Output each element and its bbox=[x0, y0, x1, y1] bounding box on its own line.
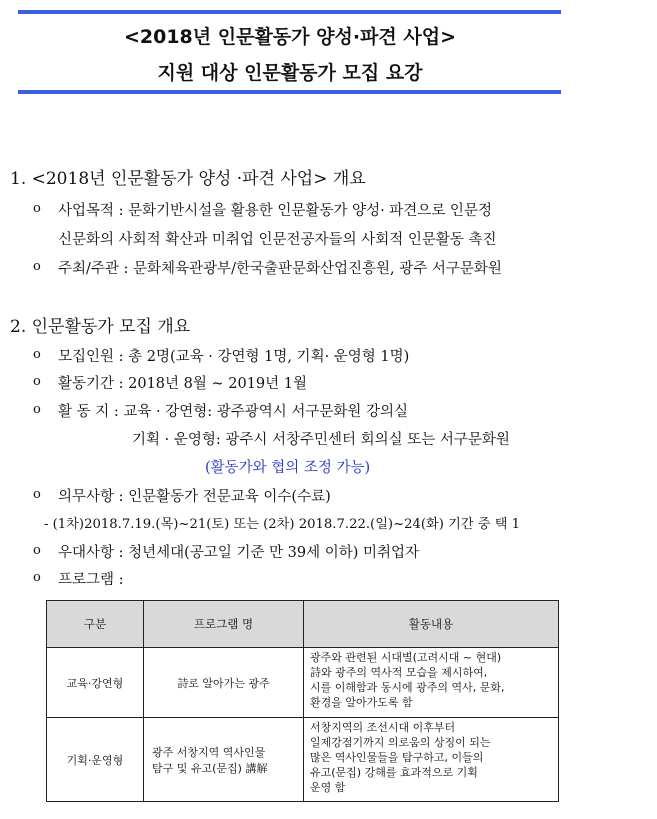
program-name-line: 탐구 및 유고(문집) 講解 bbox=[152, 761, 268, 775]
duty-line: 의무사항 : 인문활동가 전문교육 이수(수료) bbox=[58, 489, 331, 505]
col-header-content: 활동내용 bbox=[304, 601, 559, 648]
purpose-line2: 신문화의 사회적 확산과 미취업 인문전공자들의 사회적 인문활동 촉진 bbox=[58, 232, 497, 248]
bullet-icon: o bbox=[33, 374, 41, 389]
program-table bbox=[46, 600, 559, 802]
bullet-icon: o bbox=[33, 402, 41, 417]
row-type: 기획·운영형 bbox=[47, 718, 144, 802]
content-line: 광주와 관련된 시대별(고려시대 ~ 현대) bbox=[310, 651, 502, 664]
place-line1: 활 동 지 : 교육 · 강연형: 광주광역시 서구문화원 강의실 bbox=[58, 404, 409, 420]
purpose-line1: 사업목적 : 문화기반시설을 활용한 인문활동가 양성· 파견으로 인문정 bbox=[58, 203, 492, 219]
bullet-icon: o bbox=[33, 543, 41, 558]
row-content bbox=[304, 648, 559, 718]
bullet-icon: o bbox=[33, 347, 41, 362]
content-line: 서창지역의 조선시대 이후부터 bbox=[310, 721, 456, 734]
row-program-name bbox=[144, 718, 304, 802]
duty-detail: - (1차)2018.7.19.(목)~21(토) 또는 (2차) 2018.7.22.(일)~24(화) 기간 중 택 1 bbox=[44, 517, 521, 532]
page-title-line1: <2018년 인문활동가 양성·파견 사업> bbox=[123, 26, 457, 48]
place-line2: 기획 · 운영형: 광주시 서창주민센터 회의실 또는 서구문화원 bbox=[132, 432, 510, 448]
recruit-line: 모집인원 : 총 2명(교육 · 강연형 1명, 기획· 운영형 1명) bbox=[58, 349, 410, 365]
period-line: 활동기간 : 2018년 8월 ~ 2019년 1월 bbox=[58, 376, 307, 392]
place-note: (활동가와 협의 조정 가능) bbox=[205, 460, 371, 476]
section1-heading: 1. <2018년 인문활동가 양성 ·파견 사업> 개요 bbox=[10, 169, 366, 189]
content-line: 운영 함 bbox=[310, 781, 346, 794]
row-program-name: 詩로 알아가는 광주 bbox=[144, 648, 304, 718]
host-line: 주최/주관 : 문화체육관광부/한국출판문화산업진흥원, 광주 서구문화원 bbox=[58, 261, 502, 277]
program-name-line: 광주 서창지역 역사인물 bbox=[152, 745, 266, 759]
table-header-row bbox=[47, 601, 559, 648]
bullet-icon: o bbox=[33, 201, 41, 216]
content-line: 많은 역사인물들을 탐구하고, 이들의 bbox=[310, 751, 484, 764]
bullet-icon: o bbox=[33, 259, 41, 274]
bullet-icon: o bbox=[33, 487, 41, 502]
bottom-accent-bar bbox=[18, 90, 561, 94]
content-line: 일제강점기까지 의로움의 상징이 되는 bbox=[310, 736, 491, 749]
content-line: 환경을 알아가도록 함 bbox=[310, 696, 413, 709]
program-label: 프로그램 : bbox=[58, 572, 124, 588]
content-line: 詩와 광주의 역사적 모습을 제시하여, bbox=[310, 666, 488, 679]
top-accent-bar bbox=[18, 10, 561, 14]
content-line: 시를 이해함과 동시에 광주의 역사, 문화, bbox=[310, 681, 505, 694]
preference-line: 우대사항 : 청년세대(공고일 기준 만 39세 이하) 미취업자 bbox=[58, 545, 420, 561]
col-header-type: 구분 bbox=[47, 601, 144, 648]
page-title-line2: 지원 대상 인문활동가 모집 요강 bbox=[157, 62, 423, 84]
content-line: 유고(문집) 강해를 효과적으로 기획 bbox=[310, 766, 478, 779]
table-row bbox=[47, 718, 559, 802]
col-header-name: 프로그램 명 bbox=[144, 601, 304, 648]
row-content bbox=[304, 718, 559, 802]
section2-heading: 2. 인문활동가 모집 개요 bbox=[10, 317, 191, 337]
table-row bbox=[47, 648, 559, 718]
row-type: 교육·강연형 bbox=[47, 648, 144, 718]
bullet-icon: o bbox=[33, 570, 41, 585]
